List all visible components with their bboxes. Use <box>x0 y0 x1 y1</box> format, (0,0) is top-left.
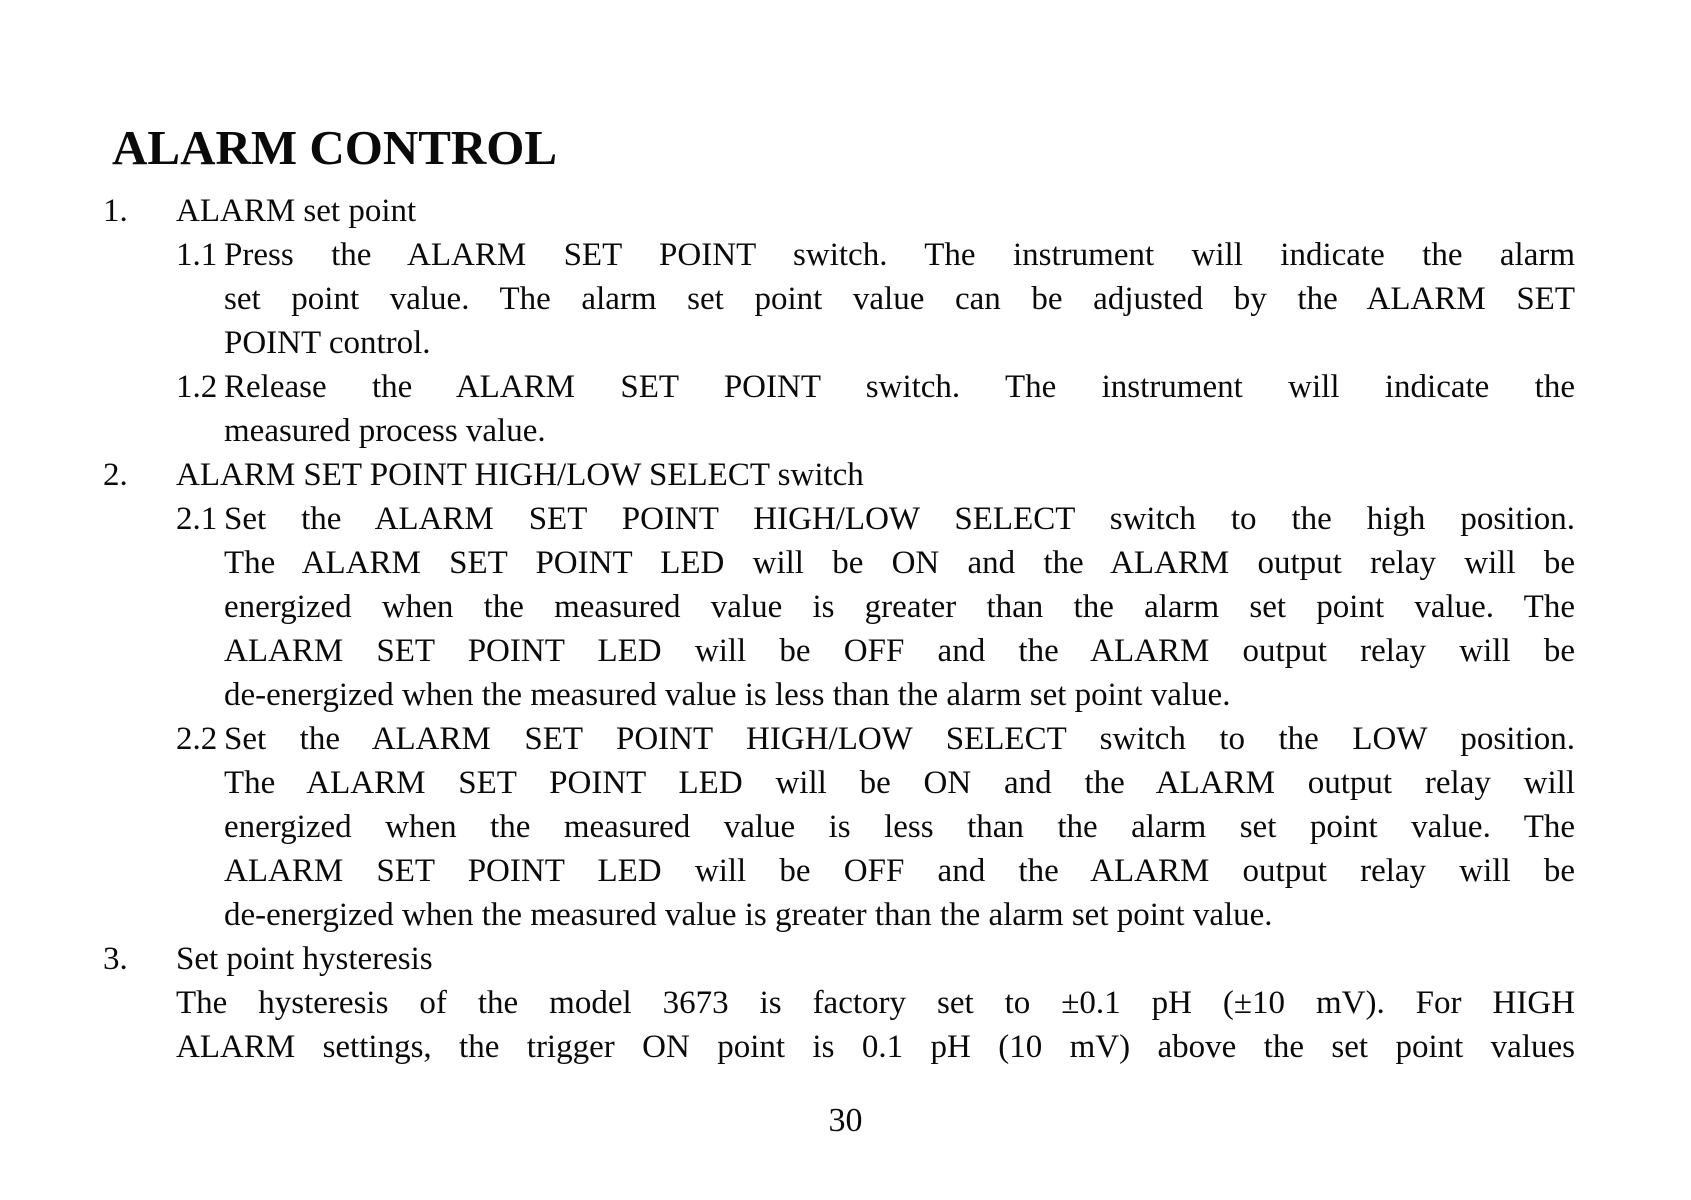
list-item-3-heading-text: Set point hysteresis <box>176 941 433 977</box>
body-line: energized when the measured value is greater than the alarm set point value. The <box>224 589 1575 625</box>
sub-item-2-2-number: 2.2 <box>176 721 218 757</box>
sub-item-2-1-line-3 <box>103 585 1575 629</box>
item-3-paragraph-line-2 <box>103 1025 1575 1069</box>
body-line: ALARM SET POINT LED will be OFF and the ALARM output relay will be <box>224 633 1575 669</box>
list-item-2-heading-text: ALARM SET POINT HIGH/LOW SELECT switch <box>176 457 864 493</box>
body-line: de-energized when the measured value is less than the alarm set point value. <box>224 677 1231 713</box>
sub-item-1-1-line-1 <box>103 233 1575 277</box>
body-line: ALARM SET POINT LED will be OFF and the ALARM output relay will be <box>224 853 1575 889</box>
sub-item-2-2-line-3 <box>103 805 1575 849</box>
sub-item-2-2-line-5 <box>103 893 1575 937</box>
list-item-3-number: 3. <box>103 941 128 977</box>
body-line: The ALARM SET POINT LED will be ON and the ALARM output relay will <box>224 765 1575 801</box>
list-item-1-heading <box>103 189 1575 233</box>
sub-item-2-1-line-4 <box>103 629 1575 673</box>
body-line: Set the ALARM SET POINT HIGH/LOW SELECT switch to the high position. <box>224 501 1575 537</box>
sub-item-2-1-line-1 <box>103 497 1575 541</box>
body-line: The ALARM SET POINT LED will be ON and the ALARM output relay will be <box>224 545 1575 581</box>
sub-item-1-2-line-1 <box>103 365 1575 409</box>
sub-item-1-1-line-3 <box>103 321 1575 365</box>
sub-item-1-2-number: 1.2 <box>176 369 218 405</box>
sub-item-1-1-number: 1.1 <box>176 237 218 273</box>
sub-item-2-1-line-2 <box>103 541 1575 585</box>
list-item-2-heading <box>103 453 1575 497</box>
body-line: The hysteresis of the model 3673 is factory set to ±0.1 pH (±10 mV). For HIGH <box>176 985 1575 1021</box>
sub-item-2-2-line-1 <box>103 717 1575 761</box>
body-line: energized when the measured value is less than the alarm set point value. The <box>224 809 1575 845</box>
body-line: Press the ALARM SET POINT switch. The instrument will indicate the alarm <box>224 237 1575 273</box>
list-item-3-heading <box>103 937 1575 981</box>
sub-item-1-2-line-2 <box>103 409 1575 453</box>
body-line: Set the ALARM SET POINT HIGH/LOW SELECT switch to the LOW position. <box>224 721 1575 757</box>
page-number: 30 <box>828 1102 863 1139</box>
list-item-1-number: 1. <box>103 193 128 229</box>
list-item-1-heading-text: ALARM set point <box>176 193 417 229</box>
body-line: POINT control. <box>224 325 431 361</box>
item-3-paragraph-line-1 <box>103 981 1575 1025</box>
sub-item-2-2-line-2 <box>103 761 1575 805</box>
sub-item-2-1-number: 2.1 <box>176 501 218 537</box>
body-line: Release the ALARM SET POINT switch. The instrument will indicate the <box>224 369 1575 405</box>
body-line: ALARM settings, the trigger ON point is 0.1 pH (10 mV) above the set point values <box>176 1029 1575 1065</box>
sub-item-1-1-line-2 <box>103 277 1575 321</box>
document-body <box>103 189 1575 1069</box>
body-line: measured process value. <box>224 413 546 449</box>
body-line: set point value. The alarm set point value can be adjusted by the ALARM SET <box>224 281 1575 317</box>
page-title: ALARM CONTROL <box>112 120 558 175</box>
sub-item-2-2-line-4 <box>103 849 1575 893</box>
list-item-2-number: 2. <box>103 457 128 493</box>
body-line: de-energized when the measured value is greater than the alarm set point value. <box>224 897 1273 933</box>
sub-item-2-1-line-5 <box>103 673 1575 717</box>
